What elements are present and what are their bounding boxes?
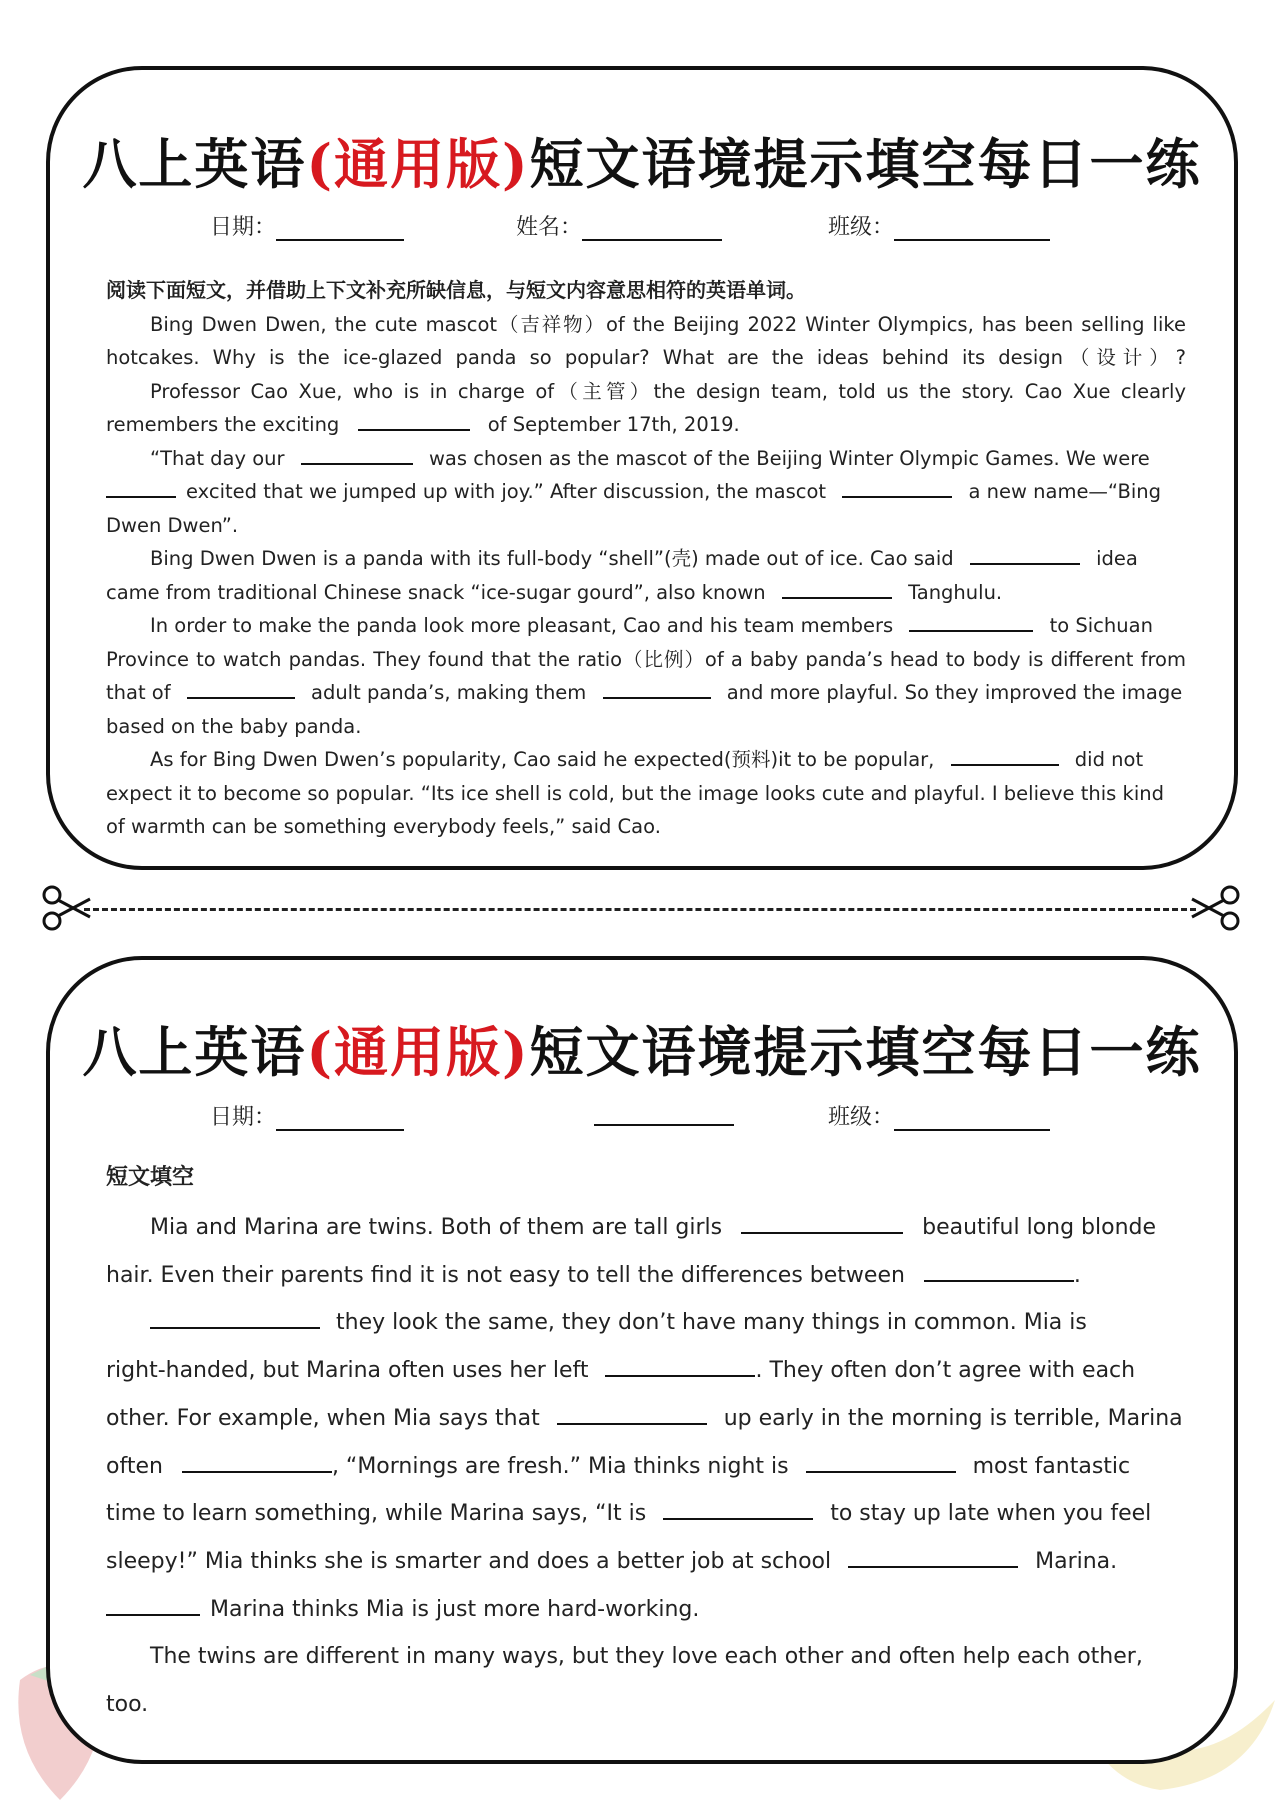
section-heading: 短文填空 (106, 1165, 195, 1190)
title-suffix: 短文语境提示填空每日一练 (529, 1020, 1202, 1084)
text-segment: that of (106, 681, 171, 704)
passage-line: Province to watch pandas. They found that the ratio（比例）of a baby panda’s head to body is different from (106, 647, 1186, 671)
passage-line (106, 743, 1186, 777)
passage-line (106, 1204, 1186, 1252)
text-segment: idea (1096, 547, 1138, 570)
passage-line: The twins are different in many ways, but they love each other and often help each other, (150, 1644, 1143, 1670)
class-label: 班级： (828, 215, 895, 240)
exercise-card-1 (46, 66, 1238, 870)
answer-blank[interactable] (557, 1403, 707, 1425)
text-segment: Marina thinks Mia is just more hard-working. (210, 1596, 700, 1622)
passage-line (106, 542, 1186, 576)
answer-blank[interactable] (106, 476, 176, 498)
text-segment: , “Mornings are fresh.” Mia thinks night is (331, 1453, 789, 1479)
title-prefix: 八上英语 (82, 132, 307, 196)
text-segment: hair. Even their parents find it is not easy to tell the differences between (106, 1262, 905, 1288)
answer-blank[interactable] (605, 1355, 755, 1377)
text-segment: to Sichuan (1049, 614, 1153, 637)
answer-blank[interactable] (187, 677, 295, 699)
answer-blank[interactable] (301, 443, 413, 465)
class-field[interactable] (894, 215, 1050, 241)
text-segment: other. For example, when Mia says that (106, 1405, 540, 1431)
text-segment: came from traditional Chinese snack “ice-sugar gourd”, also known (106, 580, 766, 604)
date-field[interactable] (276, 215, 404, 241)
answer-blank[interactable] (150, 1307, 320, 1329)
name-field[interactable] (594, 1100, 734, 1126)
passage-line: based on the baby panda. (106, 714, 362, 738)
text-segment: they look the same, they don’t have many things in common. Mia is (336, 1310, 1087, 1336)
info-row (50, 1100, 1234, 1130)
info-row (50, 210, 1234, 240)
name-label: 姓名： (516, 215, 583, 240)
answer-blank[interactable] (806, 1451, 956, 1473)
text-segment: adult panda’s, making them (311, 681, 587, 704)
text-segment: As for Bing Dwen Dwen’s popularity, Cao said he expected(预料)it to be popular, (150, 748, 935, 771)
text-segment: right-handed, but Marina often uses her left (106, 1358, 589, 1384)
answer-blank[interactable] (106, 1594, 200, 1616)
text-segment: was chosen as the mascot of the Beijing Winter Olympic Games. We were (428, 446, 1150, 470)
page-title (50, 1010, 1234, 1087)
text-segment: and more playful. So they improved the image (726, 681, 1183, 704)
passage-line (106, 1490, 1186, 1538)
text-segment: Tanghulu. (908, 580, 1003, 604)
cut-line-divider (84, 908, 1196, 911)
text-segment: to stay up late when you feel (830, 1501, 1152, 1527)
passage-line (106, 475, 1186, 509)
text-segment: up early in the morning is terrible, Marina (723, 1405, 1183, 1431)
text-segment: of September 17th, 2019. (487, 413, 740, 436)
date-field[interactable] (276, 1105, 404, 1131)
answer-blank[interactable] (970, 543, 1080, 565)
name-field[interactable] (582, 215, 722, 241)
passage-line (106, 576, 1186, 610)
passage-line (106, 1443, 1186, 1491)
passage-line (106, 1586, 1186, 1634)
text-segment: In order to make the panda look more pleasant, Cao and his team members (150, 614, 894, 637)
class-label: 班级： (828, 1105, 895, 1130)
text-segment: Bing Dwen Dwen is a panda with its full-body “shell”(壳) made out of ice. Cao said (150, 547, 954, 570)
passage-line: hotcakes. Why is the ice-glazed panda so popular? What are the ideas behind its design（设计）? (106, 346, 1186, 369)
answer-blank[interactable] (842, 476, 952, 498)
scissors-icon (1190, 885, 1242, 931)
answer-blank[interactable] (924, 1260, 1074, 1282)
answer-blank[interactable] (782, 577, 892, 599)
text-segment: remembers the exciting (106, 413, 340, 436)
page-title (50, 122, 1234, 199)
title-edition: (通用版) (306, 1020, 530, 1084)
passage-1 (106, 274, 1186, 844)
passage-line (106, 1538, 1186, 1586)
text-segment: did not (1074, 748, 1144, 771)
passage-2 (106, 1158, 1186, 1729)
text-segment: sleepy!” Mia thinks she is smarter and does a better job at school (106, 1548, 832, 1574)
passage-line (106, 442, 1186, 476)
passage-line: Professor Cao Xue, who is in charge of（主管）the design team, told us the story. Cao Xue clearly (150, 379, 1186, 403)
class-field[interactable] (894, 1105, 1050, 1131)
answer-blank[interactable] (358, 409, 470, 431)
text-segment: “That day our (150, 446, 285, 470)
passage-line: too. (106, 1692, 149, 1718)
passage-line (106, 408, 1186, 442)
passage-line: Dwen Dwen”. (106, 513, 239, 537)
date-label: 日期： (210, 1105, 277, 1130)
passage-line (106, 1299, 1186, 1347)
answer-blank[interactable] (951, 744, 1059, 766)
passage-line (106, 609, 1186, 643)
scissors-icon (40, 885, 92, 931)
date-label: 日期： (210, 215, 277, 240)
answer-blank[interactable] (848, 1546, 1018, 1568)
passage-line (106, 676, 1186, 710)
instruction-text: 阅读下面短文，并借助上下文补充所缺信息，与短文内容意思相符的英语单词。 (106, 278, 806, 302)
text-segment: time to learn something, while Marina says, “It is (106, 1501, 647, 1527)
title-suffix: 短文语境提示填空每日一练 (529, 132, 1202, 196)
title-edition: (通用版) (306, 132, 530, 196)
passage-line (106, 1347, 1186, 1395)
text-segment: often (106, 1453, 163, 1479)
answer-blank[interactable] (603, 677, 711, 699)
text-segment: Marina. (1035, 1548, 1118, 1574)
answer-blank[interactable] (741, 1212, 903, 1234)
text-segment: most fantastic (972, 1453, 1131, 1479)
passage-line (106, 1395, 1186, 1443)
passage-line: expect it to become so popular. “Its ice shell is cold, but the image looks cute and playful. I believe this kind (106, 781, 1164, 805)
passage-line: Bing Dwen Dwen, the cute mascot（吉祥物）of the Beijing 2022 Winter Olympics, has been selling like (150, 312, 1186, 336)
text-segment: a new name—“Bing (968, 480, 1161, 503)
exercise-card-2 (46, 956, 1238, 1764)
answer-blank[interactable] (663, 1498, 813, 1520)
answer-blank[interactable] (182, 1451, 332, 1473)
passage-line: of warmth can be something everybody feels,” said Cao. (106, 815, 661, 838)
text-segment: Mia and Marina are twins. Both of them are tall girls (150, 1215, 723, 1240)
text-segment: . They often don’t agree with each (755, 1358, 1136, 1384)
passage-line (106, 1252, 1186, 1300)
text-segment: beautiful long blonde (922, 1215, 1157, 1240)
text-segment: . (1073, 1262, 1081, 1288)
text-segment: excited that we jumped up with joy.” After discussion, the mascot (186, 480, 827, 503)
answer-blank[interactable] (909, 610, 1033, 632)
title-prefix: 八上英语 (82, 1020, 307, 1084)
